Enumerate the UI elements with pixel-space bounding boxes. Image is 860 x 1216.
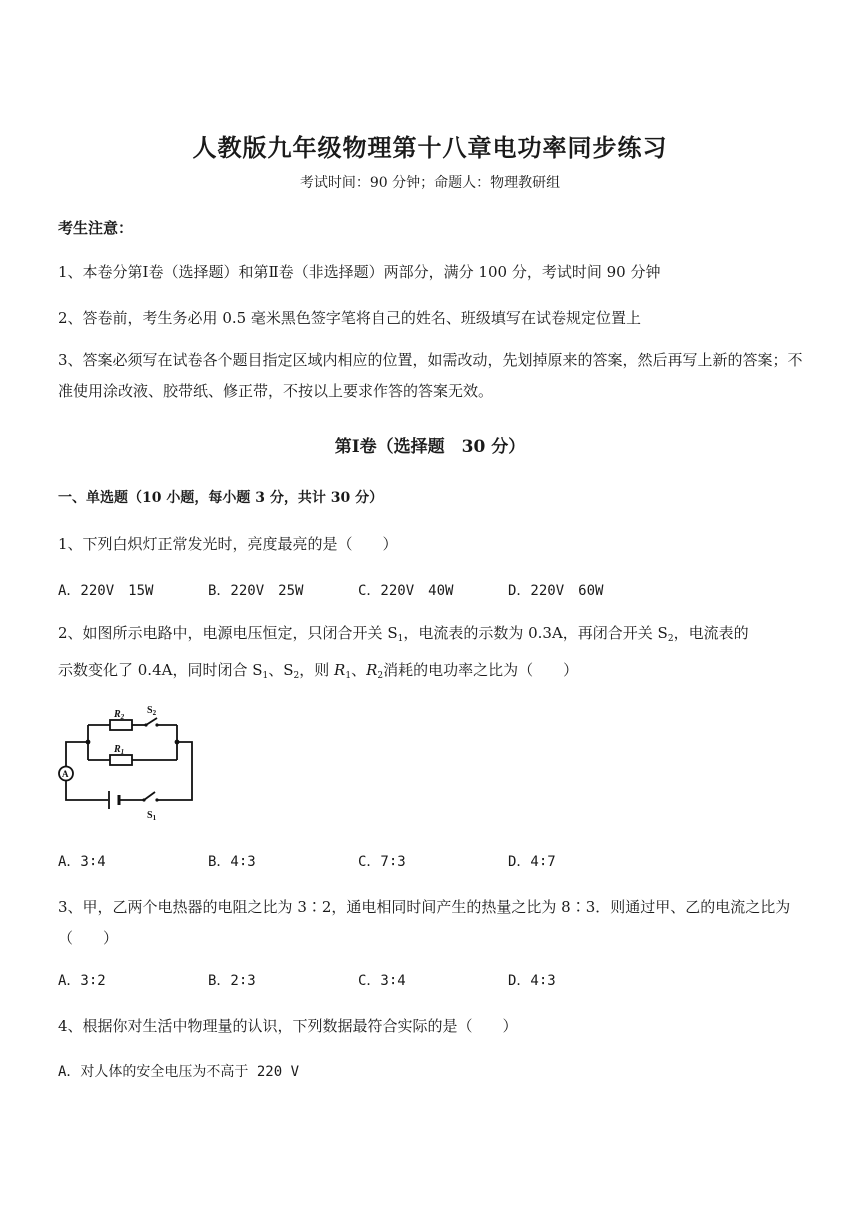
option-d: D．4∶3 xyxy=(508,973,556,989)
option-row xyxy=(58,970,818,992)
section-title: 第Ⅰ卷（选择题 30 分） xyxy=(334,437,526,457)
option-row xyxy=(58,851,818,873)
option-a: A．220V 15W xyxy=(58,583,154,599)
question-stem: 1、下列白炽灯正常发光时，亮度最亮的是（ ） xyxy=(58,535,398,553)
option-row xyxy=(58,580,818,602)
label-s2: $S_2$ xyxy=(147,705,157,717)
question-stem: 4、根据你对生活中物理量的认识，下列数据最符合实际的是（ ） xyxy=(58,1017,518,1035)
exam-info: 考试时间：90 分钟；命题人：物理教研组 xyxy=(299,175,561,191)
label-r2: $R_2$ xyxy=(114,709,125,721)
circuit-diagram xyxy=(54,700,204,825)
page-title: 人教版九年级物理第十八章电功率同步练习 xyxy=(192,133,668,162)
option-c: C．220V 40W xyxy=(358,583,454,599)
notice-item: 1、本卷分第Ⅰ卷（选择题）和第Ⅱ卷（非选择题）两部分，满分 100 分，考试时间 90 分钟 xyxy=(58,263,661,281)
ammeter-label: A xyxy=(62,769,69,779)
label-s1: $S_1$ xyxy=(147,810,157,822)
label-r1: $R_1$ xyxy=(114,744,125,756)
question-stem: 2、如图所示电路中，电源电压恒定，只闭合开关 $S_1$，电流表的示数为 0.3A，再闭合开关 $S_2$，电流表的 示数变化了 0.4A，同时闭合 $S_1$、$S_2$，则 $R_1$、$R_2$消耗的电功率之比为（ ） xyxy=(58,624,749,681)
option-a: A．3∶4 xyxy=(58,854,106,870)
option-d: D．4∶7 xyxy=(508,854,556,870)
notice-item: 2、答卷前，考生务必用 0.5 毫米黑色签字笔将自己的姓名、班级填写在试卷规定位置上 xyxy=(58,309,641,327)
option-row xyxy=(58,1061,818,1083)
notice-heading: 考生注意： xyxy=(58,219,134,237)
option-b: B．220V 25W xyxy=(208,583,304,599)
question-stem: 3、甲，乙两个电热器的电阻之比为 3∶2，通电相同时间产生的热量之比为 8∶3．则通过甲、乙的电流之比为（ ） xyxy=(58,898,791,947)
option-d: D．220V 60W xyxy=(508,583,604,599)
option-a: A．对人体的安全电压为不高于 220 V xyxy=(58,1064,300,1080)
option-c: C．7∶3 xyxy=(358,854,406,870)
option-b: B．2∶3 xyxy=(208,973,256,989)
notice-item: 3、答案必须写在试卷各个题目指定区域内相应的位置，如需改动，先划掉原来的答案，然后再写上新的答案；不准使用涂改液、胶带纸、修正带，不按以上要求作答的答案无效。 xyxy=(58,351,803,400)
option-b: B．4∶3 xyxy=(208,854,256,870)
option-a: A．3∶2 xyxy=(58,973,106,989)
part-heading: 一、单选题（10 小题，每小题 3 分，共计 30 分） xyxy=(58,490,384,506)
option-c: C．3∶4 xyxy=(358,973,406,989)
